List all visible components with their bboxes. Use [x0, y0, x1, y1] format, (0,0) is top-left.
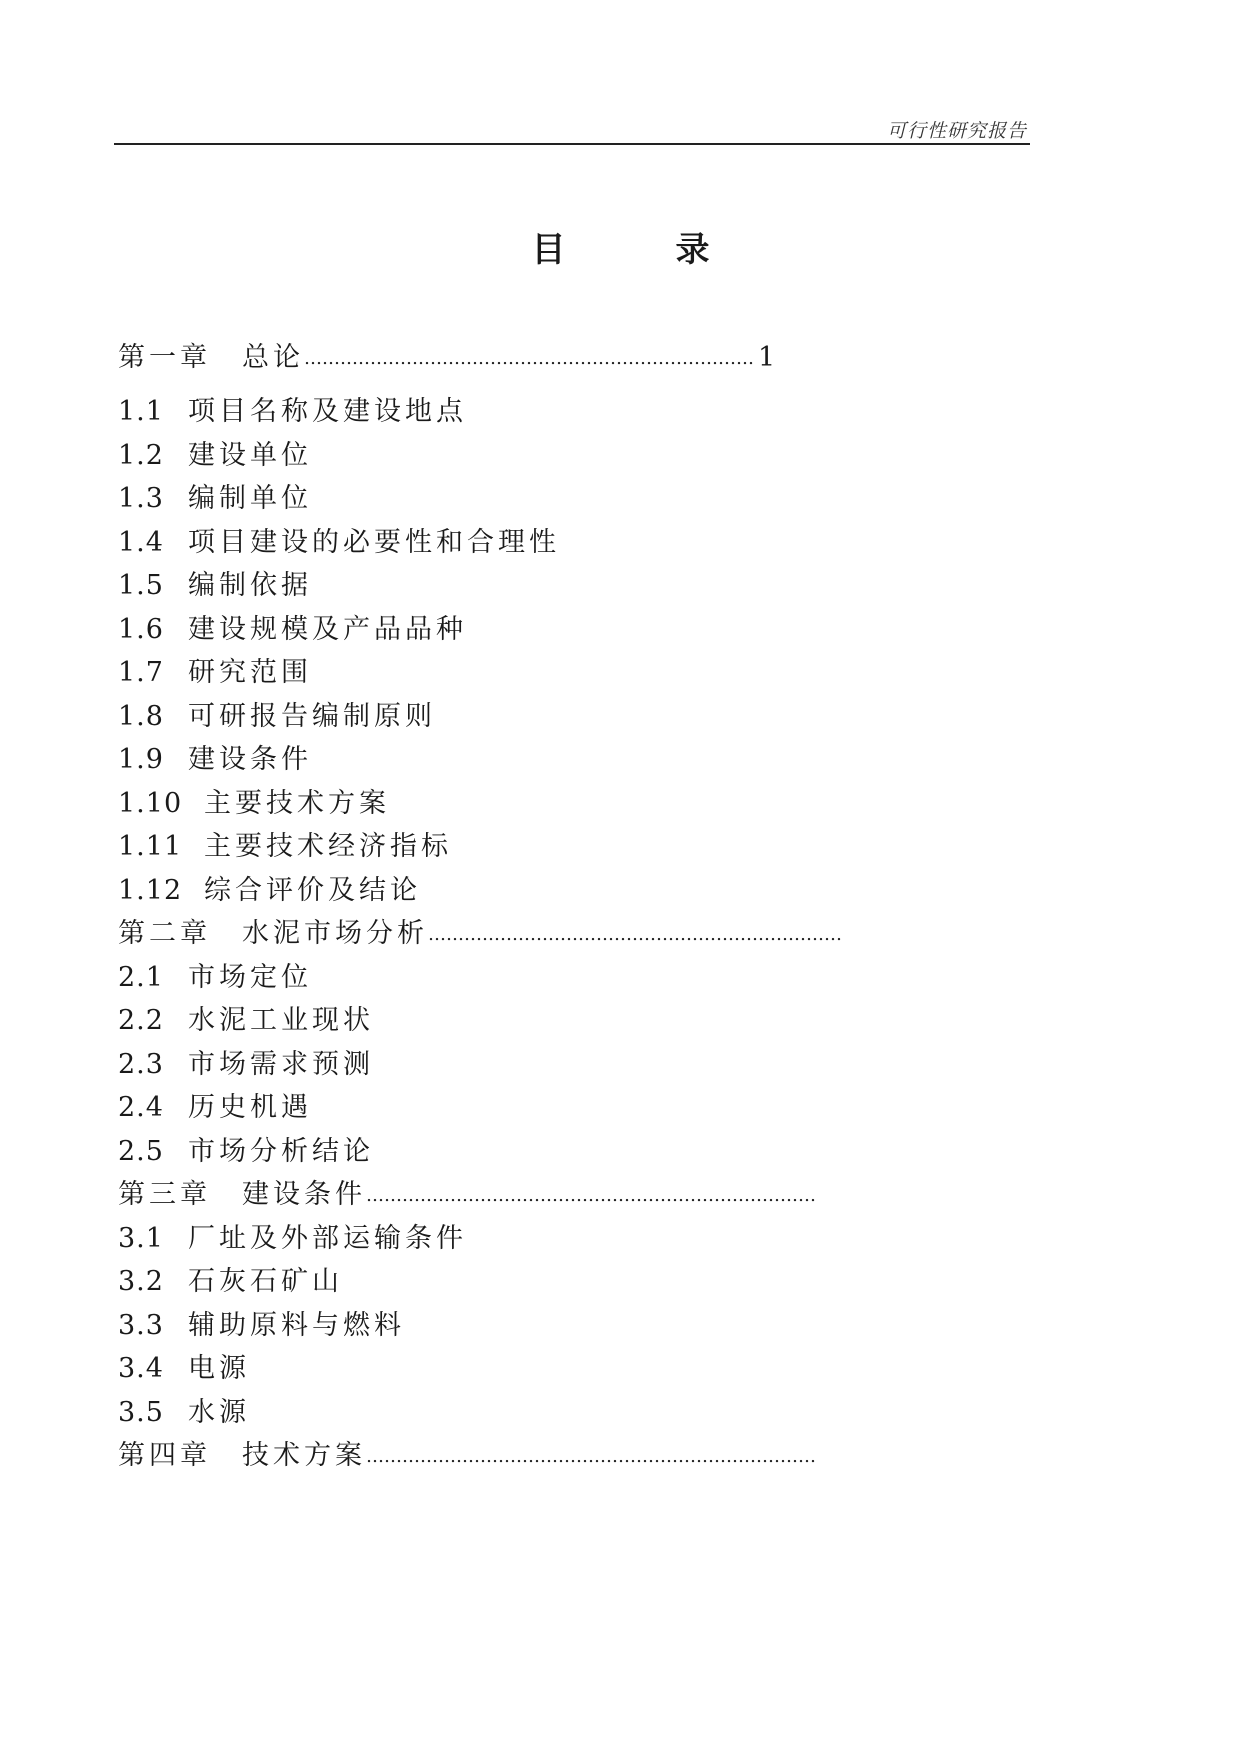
toc-entry-number: 1.11 [118, 831, 183, 862]
toc-section-entry[interactable] [118, 1090, 312, 1126]
toc-leader-dots: ………………………………………………………………… [366, 1184, 816, 1206]
toc-title-left: 目 [531, 230, 566, 270]
toc-entry-number: 1.2 [118, 440, 164, 471]
toc-section-entry[interactable] [118, 1047, 374, 1083]
toc-entry-title: 总论 [242, 342, 304, 373]
toc-section-entry[interactable] [118, 786, 390, 822]
toc-section-entry[interactable] [118, 394, 467, 430]
toc-entry-title: 技术方案 [242, 1440, 366, 1471]
toc-entry-title: 主要技术经济指标 [204, 831, 452, 862]
toc-section-entry[interactable] [118, 873, 421, 909]
toc-entry-number: 3.3 [118, 1310, 164, 1341]
toc-entry-number: 2.3 [118, 1049, 164, 1080]
toc-chapter-entry[interactable] [118, 916, 842, 952]
toc-entry-title: 建设条件 [188, 744, 312, 775]
toc-entry-number: 1.4 [118, 527, 164, 558]
toc-entry-title: 编制单位 [188, 483, 312, 514]
toc-entry-title: 水泥工业现状 [188, 1005, 374, 1036]
toc-entry-number: 3.4 [118, 1353, 164, 1384]
toc-section-entry[interactable] [118, 1395, 250, 1431]
toc-entry-title: 水泥市场分析 [242, 918, 428, 949]
toc-entry-number: 2.4 [118, 1092, 164, 1123]
toc-entry-title: 建设单位 [188, 440, 312, 471]
toc-entry-number: 1.9 [118, 744, 164, 775]
toc-section-entry[interactable] [118, 568, 312, 604]
toc-section-entry[interactable] [118, 1134, 374, 1170]
toc-section-entry[interactable] [118, 612, 467, 648]
toc-entry-title: 市场分析结论 [188, 1136, 374, 1167]
toc-entry-title: 石灰石矿山 [188, 1266, 343, 1297]
toc-section-entry[interactable] [118, 699, 436, 735]
toc-leader-dots: ………………………………………………………………… [366, 1445, 816, 1467]
toc-entry-title: 历史机遇 [188, 1092, 312, 1123]
toc-entry-title: 主要技术方案 [204, 788, 390, 819]
toc-section-entry[interactable] [118, 1308, 405, 1344]
toc-entry-title: 水源 [188, 1397, 250, 1428]
toc-entry-number: 1.7 [118, 657, 164, 688]
toc-entry-number: 第一章 [118, 342, 211, 373]
toc-entry-title: 辅助原料与燃料 [188, 1310, 405, 1341]
toc-section-entry[interactable] [118, 438, 312, 474]
running-header: 可行性研究报告 [886, 120, 1027, 142]
toc-entry-number: 1.3 [118, 483, 164, 514]
toc-entry-number: 1.8 [118, 701, 164, 732]
toc-entry-number: 1.12 [118, 875, 183, 906]
toc-section-entry[interactable] [118, 481, 312, 517]
toc-entry-title: 项目建设的必要性和合理性 [188, 527, 560, 558]
toc-entry-title: 研究范围 [188, 657, 312, 688]
toc-section-entry[interactable] [118, 1351, 250, 1387]
toc-entry-title: 可研报告编制原则 [188, 701, 436, 732]
toc-section-entry[interactable] [118, 960, 312, 996]
toc-entry-number: 3.2 [118, 1266, 164, 1297]
toc-section-entry[interactable] [118, 655, 312, 691]
toc-entry-number: 2.5 [118, 1136, 164, 1167]
toc-entry-number: 第二章 [118, 918, 211, 949]
toc-title-right: 录 [675, 230, 710, 270]
toc-leader-dots: …………………………………………………………… [428, 923, 842, 945]
toc-entry-title: 建设规模及产品品种 [188, 614, 467, 645]
toc-entry-number: 第四章 [118, 1440, 211, 1471]
toc-entry-title: 市场需求预测 [188, 1049, 374, 1080]
toc-section-entry[interactable] [118, 1003, 374, 1039]
toc-entry-number: 3.1 [118, 1223, 164, 1254]
toc-entry-number: 3.5 [118, 1397, 164, 1428]
toc-section-entry[interactable] [118, 1221, 467, 1257]
toc-chapter-entry[interactable] [118, 340, 775, 376]
toc-entry-title: 建设条件 [242, 1179, 366, 1210]
toc-section-entry[interactable] [118, 525, 560, 561]
header-divider [114, 143, 1030, 145]
toc-chapter-entry[interactable] [118, 1438, 816, 1474]
toc-entry-number: 第三章 [118, 1179, 211, 1210]
toc-entry-number: 2.1 [118, 962, 164, 993]
toc-entry-number: 2.2 [118, 1005, 164, 1036]
toc-section-entry[interactable] [118, 742, 312, 778]
toc-entry-title: 综合评价及结论 [204, 875, 421, 906]
toc-chapter-entry[interactable] [118, 1177, 816, 1213]
toc-section-entry[interactable] [118, 1264, 343, 1300]
toc-entry-number: 1.5 [118, 570, 164, 601]
toc-section-entry[interactable] [118, 829, 452, 865]
toc-entry-title: 厂址及外部运输条件 [188, 1223, 467, 1254]
toc-entry-number: 1.6 [118, 614, 164, 645]
toc-entry-title: 项目名称及建设地点 [188, 396, 467, 427]
toc-page-number: 1 [758, 342, 776, 373]
toc-entry-title: 电源 [188, 1353, 250, 1384]
toc-leader-dots: ………………………………………………………………… [304, 347, 754, 369]
toc-title [0, 222, 1241, 271]
toc-entry-title: 市场定位 [188, 962, 312, 993]
toc-entry-title: 编制依据 [188, 570, 312, 601]
toc-entry-number: 1.1 [118, 396, 164, 427]
toc-entry-number: 1.10 [118, 788, 183, 819]
